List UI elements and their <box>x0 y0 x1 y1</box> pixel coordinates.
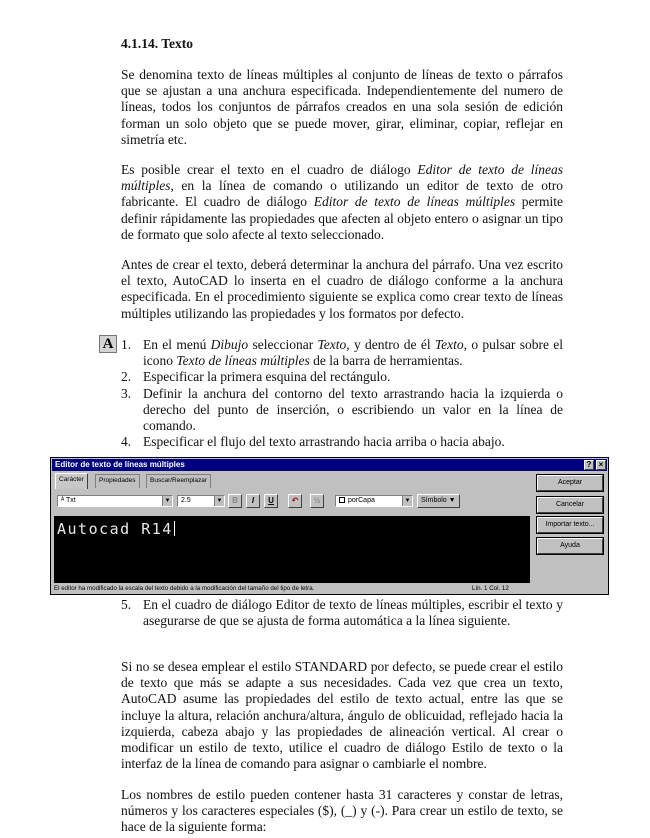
list-item: 5. En el cuadro de diálogo Editor de texto de líneas múltiples, escribir el texto y asegurarse de que se ajusta de forma automática a la línea siguiente. <box>121 597 563 629</box>
list-item: 3. Definir la anchura del contorno del texto arrastrando hacia la izquierda o derecho del punto de inserción, o escribiendo un valor en la línea de comando. <box>121 385 563 434</box>
paragraph-style-names: Los nombres de estilo pueden contener hasta 31 caracteres y constar de letras, números y los caracteres especiales ($), (_) y (-). Para crear un estilo de texto, se hace de la siguiente forma: <box>121 787 563 835</box>
undo-button[interactable]: ↶ <box>288 494 302 508</box>
underline-button[interactable]: U <box>264 494 278 508</box>
dialog-titlebar <box>52 459 607 471</box>
tab-caracter[interactable]: Carácter <box>55 473 88 489</box>
tab-propiedades[interactable]: Propiedades <box>95 474 140 488</box>
color-swatch-icon <box>339 497 345 503</box>
text-editor-area[interactable] <box>54 516 530 583</box>
status-message: El editor ha modificado la escala del texto debido a la modificación del tamaño del tipo de letra. <box>54 585 315 592</box>
text-height-select[interactable]: 2.5 ▼ <box>177 495 225 507</box>
dialog-title: Editor de texto de líneas múltiples <box>55 460 185 469</box>
status-bar <box>52 584 532 594</box>
bold-button[interactable]: B <box>228 494 242 508</box>
paragraph-dialog-description: Es posible crear el texto en el cuadro de diálogo Editor de texto de líneas múltiples, en la línea de comando o utilizando un editor de texto de otro fabricante. El cuadro de diálogo Editor de texto de líneas múltiples permite definir rápidamente las propiedades que afecten al objeto entero o asignar un tipo de formato que solo afecte al texto seleccionado. <box>121 162 563 242</box>
chevron-down-icon: ▼ <box>214 496 224 506</box>
import-text-button[interactable]: Importar texto... <box>537 517 603 533</box>
font-select[interactable]: ᴬ Txt ▼ <box>57 495 173 507</box>
list-item: 2. Especificar la primera esquina del rectángulo. <box>121 369 391 385</box>
mtext-editor-dialog <box>50 457 609 595</box>
close-icon[interactable]: × <box>596 460 606 470</box>
italic-button[interactable]: I <box>246 494 260 508</box>
procedure-icon: A <box>99 335 117 353</box>
tab-buscar-reemplazar[interactable]: Buscar/Reemplazar <box>146 474 211 488</box>
help-button[interactable]: Ayuda <box>537 538 603 554</box>
stack-button[interactable]: ½ <box>310 494 324 508</box>
cancel-button[interactable]: Cancelar <box>537 497 603 513</box>
font-icon: ᴬ <box>61 497 66 504</box>
color-select[interactable]: porCapa ▼ <box>335 495 413 507</box>
list-item: 4. Especificar el flujo del texto arrastrando hacia arriba o hacia abajo. <box>121 434 505 450</box>
section-title: 4.1.14. Texto <box>121 36 194 51</box>
steps-list <box>121 337 563 450</box>
help-icon[interactable]: ? <box>584 460 594 470</box>
steps-list-continued <box>121 597 563 629</box>
chevron-down-icon: ▼ <box>402 496 412 506</box>
text-cursor <box>174 521 175 536</box>
format-toolbar <box>55 491 531 511</box>
paragraph-text-style: Si no se desea emplear el estilo STANDARD por defecto, se puede crear el estilo de texto que más se adapte a sus necesidades. Cada vez que crea un texto, AutoCAD asume las propiedades del estilo de texto actual, entre las que se incluye la altura, relación anchura/altura, ángulo de oblicuidad, reflejado hacia la izquierda, cabeza abajo y las propiedades de alineación vertical. Al crear o modificar un estilo de texto, utilice el cuadro de diálogo Estilo de texto o la interfaz de la línea de comando para asignar o cambiarle el nombre. <box>121 659 563 772</box>
cursor-position: Lín. 1 Col. 12 <box>472 585 509 592</box>
paragraph-width: Antes de crear el texto, deberá determinar la anchura del párrafo. Una vez escrito el texto, AutoCAD lo inserta en el cuadro de diálogo conforme a la anchura especificada. En el procedimiento siguiente se explica como crear texto de líneas múltiples utilizando las propiedades y los formatos por defecto. <box>121 257 563 321</box>
paragraph-intro: Se denomina texto de líneas múltiples al conjunto de líneas de texto o párrafos que se ajustan a una anchura especificada. Independientemente del numero de líneas, todos los conjuntos de párrafos creados en una sola sesión de edición forman un solo objeto que se puede mover, girar, eliminar, copiar, reflejar en simetría etc. <box>121 67 563 147</box>
chevron-down-icon: ▼ <box>162 496 172 506</box>
symbol-button[interactable]: Símbolo ▼ <box>417 494 460 508</box>
list-item: 1. En el menú Dibujo seleccionar Texto, y dentro de él Texto, o pulsar sobre el icono Texto de líneas múltiples de la barra de herramientas. <box>121 337 563 369</box>
ok-button[interactable]: Aceptar <box>537 475 603 491</box>
editor-content: Autocad R14 <box>57 520 173 538</box>
